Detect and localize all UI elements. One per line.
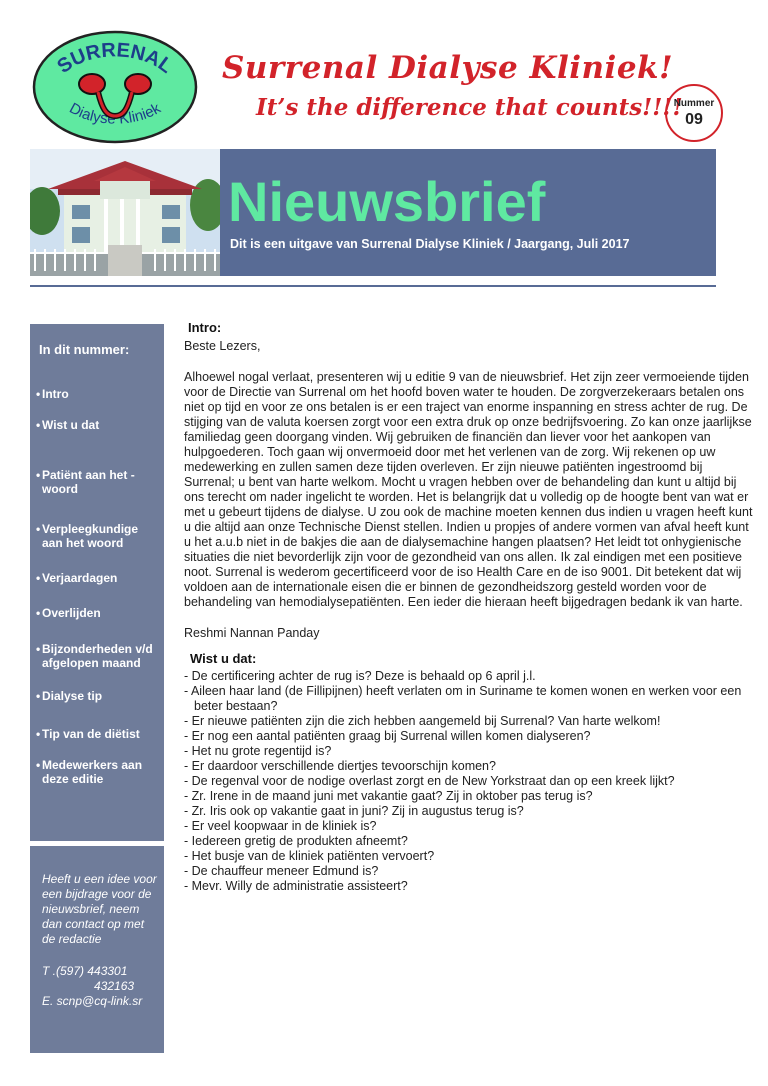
issue-badge <box>665 84 723 142</box>
list-item: - Er veel koopwaar in de kliniek is? <box>184 819 756 834</box>
intro-greeting: Beste Lezers, <box>184 339 261 353</box>
list-item: - Er daardoor verschillende diertjes tevoorschijn komen? <box>184 759 756 774</box>
list-item: - Iedereen gretig de produkten afneemt? <box>184 834 756 849</box>
toc-item-dietist[interactable]: • Tip van de diëtist <box>36 727 162 741</box>
list-item: - Zr. Iris ook op vakantie gaat in juni? Zij in augustus terug is? <box>184 804 756 819</box>
toc-item-label: Patiënt aan het - woord <box>42 468 135 496</box>
contact-pitch: Heeft u een idee voor een bijdrage voor de nieuwsbrief, neem dan contact op met de redactie <box>42 872 157 946</box>
toc-item-bijzonderheden[interactable]: • Bijzonderheden v/d afgelopen maand <box>36 642 162 670</box>
list-item: - Zr. Irene in de maand juni met vakantie gaat? Zij in oktober pas terug is? <box>184 789 756 804</box>
toc-item-intro[interactable]: • Intro <box>36 387 162 401</box>
toc-item-overlijden[interactable]: • Overlijden <box>36 606 162 620</box>
logo-top-text: SURRENAL <box>53 39 177 78</box>
toc-item-label: Bijzonderheden v/d afgelopen maand <box>42 642 153 670</box>
toc-item-label: Dialyse tip <box>42 689 103 703</box>
newsletter-subtitle: Dit is een uitgave van Surrenal Dialyse Kliniek / Jaargang, Juli 2017 <box>230 237 630 251</box>
toc-item-label: Intro <box>42 387 69 401</box>
issue-label: Nummer <box>673 98 715 109</box>
wist-u-dat-list <box>184 669 756 894</box>
toc-item-label: Verpleegkundige aan het woord <box>42 522 139 550</box>
intro-signature: Reshmi Nannan Panday <box>184 626 320 640</box>
newsletter-title: Nieuwsbrief <box>228 170 546 233</box>
toc-title: In dit nummer: <box>39 342 130 357</box>
intro-heading: Intro: <box>188 320 222 335</box>
contact-box <box>30 846 164 1053</box>
list-item: - Het busje van de kliniek patiënten vervoert? <box>184 849 756 864</box>
toc-item-label: Medewerkers aan deze editie <box>42 758 143 786</box>
toc-item-wist-u-dat[interactable]: • Wist u dat <box>36 418 162 432</box>
list-item: - Het nu grote regentijd is? <box>184 744 756 759</box>
clinic-logo <box>32 30 198 145</box>
contact-phone: T .(597) 443301 <box>42 964 128 978</box>
issue-number: 09 <box>685 111 703 128</box>
list-item: - De chauffeur meneer Edmund is? <box>184 864 756 879</box>
toc-item-dialyse-tip[interactable]: • Dialyse tip <box>36 689 162 703</box>
newsletter-banner <box>30 149 716 276</box>
main-content <box>184 320 756 894</box>
list-item: - Er nog een aantal patiënten graag bij Surrenal willen komen dialyseren? <box>184 729 756 744</box>
list-item: - Mevr. Willy de administratie assisteert? <box>184 879 756 894</box>
wist-u-dat-heading: Wist u dat: <box>190 651 257 666</box>
toc-item-label: Wist u dat <box>42 418 100 432</box>
logo-bottom-text: Dialyse Kliniek <box>66 99 164 128</box>
list-item: - De regenval voor de nodige overlast zorgt en de New Yorkstraat dan op een kreek lijkt? <box>184 774 756 789</box>
list-item: - Aileen haar land (de Fillipijnen) heeft verlaten om in Suriname te komen wonen en werken voor een beter bestaan? <box>184 684 756 714</box>
header-divider <box>30 285 716 287</box>
list-item: - Er nieuwe patiënten zijn die zich hebben aangemeld bij Surrenal? Van harte welkom! <box>184 714 756 729</box>
intro-body: Alhoewel nogal verlaat, presenteren wij u editie 9 van de nieuwsbrief. Het zijn zeer vermoeiende tijden voor de Directie van Surrenal om het hoofd boven water te houden. De zorgverzekeraars betalen ons niet op tijd en voor ze ons betalen is er een traject van enorme inspanning en stress achter de rug. De stijging van de valuta koersen zorgt voor een extra druk op onze bedrijfsvoering. Zo kan onze jaarlijkse familiedag geen doorgang vinden. Wij gebruiken de financiën dan liever voor het aankopen van hulpgoederen. Toch gaan wij onvermoeid door met het verlenen van de zorg. Wij rekenen op uw medewerking en zullen samen deze tijden overleven. Er zijn nieuwe patiënten ingestroomd bij Surrenal; u bent van harte welkom. Mocht u vragen hebben over de behandeling dan kunt u altijd bij ons terecht om nader ingelicht te worden. Het is belangrijk dat u volledig op de hoogte bent van wat er met u gebeurt tijdens de dialyse. U zou ook de machine moeten kennen dus indien u vragen heeft kunt u die altijd aan onze Technische Dienst stellen. Indien u propjes of andere vormen van afval heeft kunt u het a.u.b niet in de bakjes die aan de dialysemachine hangen plaatsen? Het leidt tot onhygienische situaties die niet bevorderlijk zijn voor de gezondheid van ons allen. Ik zal eindigen met een positieve noot. Surrenal is wederom gecertificeerd voor de iso Health Care en de iso 9001. Dit betekent dat wij voldoen aan de internationale eisen die er binnen de gezondheidszorg gesteld worden voor de behandeling van hemodialysepatiënten. Een ieder die hieraan heeft bijgedragen bedank ik van harte. <box>184 370 753 609</box>
table-of-contents <box>30 324 164 841</box>
clinic-tagline: It’s the difference that counts!!!! <box>256 94 683 121</box>
toc-item-patient[interactable]: • Patiënt aan het - woord <box>36 468 162 496</box>
toc-item-medewerkers[interactable]: • Medewerkers aan deze editie <box>36 758 162 786</box>
toc-item-label: Verjaardagen <box>42 571 118 585</box>
toc-item-verjaardagen[interactable]: • Verjaardagen <box>36 571 162 585</box>
contact-email[interactable]: E. scnp@cq-link.sr <box>42 994 143 1008</box>
clinic-building-photo <box>30 149 220 276</box>
contact-phone-alt: 432163 <box>94 979 135 993</box>
list-item: - De certificering achter de rug is? Deze is behaald op 6 april j.l. <box>184 669 756 684</box>
toc-item-label: Overlijden <box>42 606 101 620</box>
clinic-title: Surrenal Dialyse Kliniek! <box>222 50 674 86</box>
toc-item-label: Tip van de diëtist <box>42 727 140 741</box>
toc-item-verpleegkundige[interactable]: • Verpleegkundige aan het woord <box>36 522 162 550</box>
